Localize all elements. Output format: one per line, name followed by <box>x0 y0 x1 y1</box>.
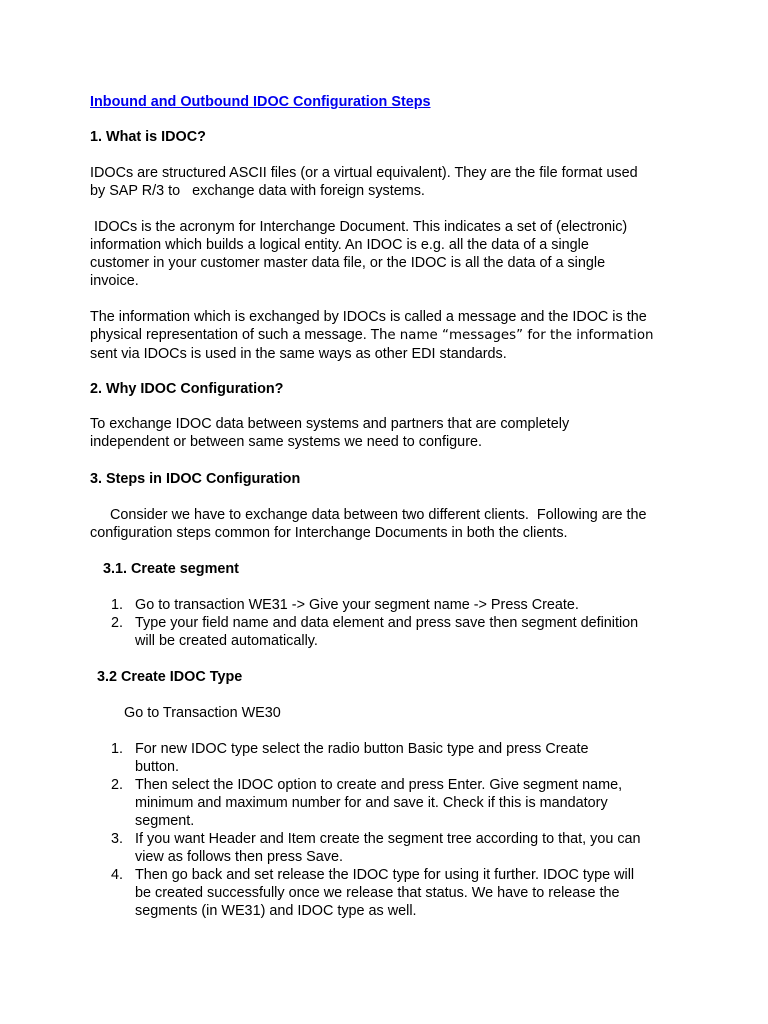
document-title-link[interactable]: Inbound and Outbound IDOC Configuration Steps <box>90 94 431 110</box>
list-item-text: Then go back and set release the IDOC type for using it further. IDOC type will <box>135 867 635 883</box>
list-item-text: segments (in WE31) and IDOC type as well. <box>135 903 417 919</box>
list-item-number: 3. <box>111 831 124 847</box>
list-item <box>90 776 690 830</box>
text-line: invoice. <box>90 273 139 289</box>
list-item-text: will be created automatically. <box>135 633 318 649</box>
section-3-paragraph-1 <box>90 506 690 542</box>
list-item-text: Then select the IDOC option to create and press Enter. Give segment name, <box>135 777 623 793</box>
list-item-text: button. <box>135 759 180 775</box>
section-1-paragraph-3 <box>90 308 690 363</box>
subsection-3-2-heading: 3.2 Create IDOC Type <box>97 669 243 685</box>
list-item <box>90 866 690 920</box>
text-line: customer in your customer master data file, or the IDOC is all the data of a single <box>90 255 606 271</box>
subsection-3-1-heading: 3.1. Create segment <box>103 561 239 577</box>
document-title-container <box>90 93 690 111</box>
list-item <box>90 614 690 650</box>
subsection-3-2-steps <box>90 740 690 920</box>
list-item-text: view as follows then press Save. <box>135 849 343 865</box>
text-line: information which builds a logical entity. An IDOC is e.g. all the data of a single <box>90 237 589 253</box>
list-item <box>90 830 690 866</box>
text-line: configuration steps common for Interchange Documents in both the clients. <box>90 525 568 541</box>
list-item-number: 2. <box>111 777 124 793</box>
text-line: To exchange IDOC data between systems and partners that are completely <box>90 416 570 432</box>
section-1-heading: 1. What is IDOC? <box>90 129 206 145</box>
text-line: independent or between same systems we need to configure. <box>90 434 482 450</box>
subsection-3-1-steps <box>90 596 690 650</box>
text-line: IDOCs is the acronym for Interchange Document. This indicates a set of (electronic) <box>90 219 628 235</box>
text-line: by SAP R/3 to exchange data with foreign systems. <box>90 183 425 199</box>
section-1-paragraph-2 <box>90 218 690 290</box>
section-2-paragraph-1 <box>90 415 690 451</box>
list-item-text: segment. <box>135 813 195 829</box>
section-2-heading: 2. Why IDOC Configuration? <box>90 381 284 397</box>
list-item-number: 1. <box>111 597 124 613</box>
list-item-text: Go to transaction WE31 -> Give your segment name -> Press Create. <box>135 597 579 613</box>
text-segment-alt-font: e name “messages” for the information <box>387 328 654 343</box>
text-line: The information which is exchanged by IDOCs is called a message and the IDOC is the <box>90 309 647 325</box>
text-line: sent via IDOCs is used in the same ways as other EDI standards. <box>90 346 507 362</box>
list-item-text: be created successfully once we release that status. We have to release the <box>135 885 620 901</box>
section-1-paragraph-1 <box>90 164 690 200</box>
subsection-3-2-intro: Go to Transaction WE30 <box>124 705 281 721</box>
list-item-text: minimum and maximum number for and save it. Check if this is mandatory <box>135 795 608 811</box>
text-line-mixed <box>90 326 690 345</box>
section-3-heading: 3. Steps in IDOC Configuration <box>90 471 301 487</box>
list-item-number: 4. <box>111 867 124 883</box>
list-item <box>90 740 690 776</box>
list-item-number: 1. <box>111 741 124 757</box>
list-item-text: If you want Header and Item create the segment tree according to that, you can <box>135 831 641 847</box>
list-item-text: For new IDOC type select the radio button Basic type and press Create <box>135 741 589 757</box>
list-item-number: 2. <box>111 615 124 631</box>
list-item-text: Type your field name and data element and press save then segment definition <box>135 615 639 631</box>
text-line: IDOCs are structured ASCII files (or a virtual equivalent). They are the file format used <box>90 165 638 181</box>
text-line: Consider we have to exchange data between two different clients. Following are the <box>90 507 647 523</box>
list-item <box>90 596 690 614</box>
text-segment: physical representation of such a message. Th <box>90 327 388 343</box>
